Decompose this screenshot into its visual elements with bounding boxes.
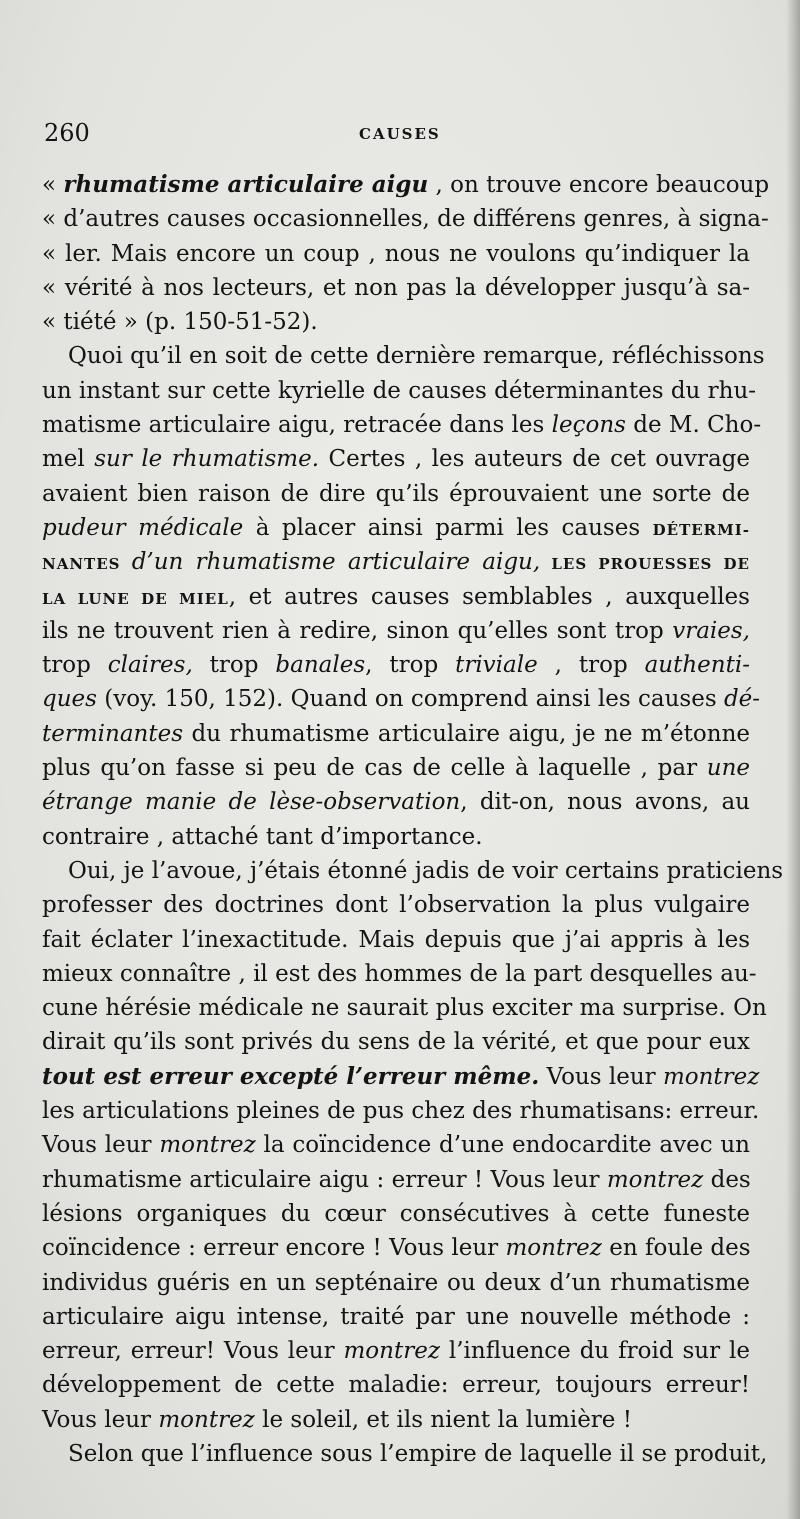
text-line [42, 1437, 768, 1471]
text-line [42, 957, 757, 991]
text-run: lésions organiques du cœur consécutives à cette funeste [42, 1200, 750, 1227]
text-line [42, 237, 750, 271]
text-run: un instant sur cette kyrielle de causes déterminantes du rhu- [42, 377, 757, 404]
text-run: fait éclater l’inexactitude. Mais depuis que j’ai appris à les [42, 926, 750, 953]
italic-run: pudeur médicale [42, 514, 244, 541]
text-run: Selon que l’influence sous l’empire de laquelle il se produit, [68, 1440, 768, 1467]
text-line [42, 1060, 760, 1094]
text-line [42, 751, 750, 785]
italic-run: authenti- [644, 652, 750, 679]
text-line [42, 1231, 750, 1265]
text-run: développement de cette maladie: erreur, toujours erreur! [42, 1372, 750, 1399]
text-run: contraire , attaché tant d’importance. [42, 823, 483, 850]
text-line [42, 1300, 750, 1334]
text-run: erreur, erreur! Vous leur [42, 1338, 344, 1365]
text-line [42, 442, 750, 476]
text-line [42, 202, 769, 236]
text-run: du rhumatisme articulaire aigu, je ne m’étonne [183, 720, 750, 747]
text-run: Quoi qu’il en soit de cette dernière remarque, réfléchissons [68, 343, 765, 370]
page-edge-shadow [786, 0, 800, 1519]
text-line [42, 339, 765, 373]
italic-run: rhumatisme articulaire aigu [63, 171, 429, 198]
text-run: trop [42, 652, 108, 679]
italic-run: vraies, [672, 617, 750, 644]
text-line [42, 168, 770, 202]
text-run: rhumatisme articulaire aigu : erreur ! Vous leur [42, 1166, 607, 1193]
text-run: articulaire aigu intense, traité par une nouvelle méthode : [42, 1303, 750, 1330]
text-line [42, 1025, 750, 1059]
text-run: les articulations pleines de pus chez des rhumatisans: erreur. [42, 1098, 760, 1125]
text-run: , et autres causes semblables , auxquelles [228, 583, 750, 610]
text-line [42, 1197, 750, 1231]
text-run: dirait qu’ils sont privés du sens de la vérité, et que pour eux [42, 1029, 750, 1056]
text-line [42, 648, 750, 682]
italic-run: montrez [662, 1063, 760, 1090]
italic-run: montrez [158, 1406, 255, 1433]
text-run: « [42, 172, 64, 198]
text-line [42, 717, 750, 751]
text-line [42, 374, 757, 408]
text-run: , trop [365, 652, 456, 679]
italic-run: montrez [343, 1338, 440, 1365]
italic-run: ques [42, 686, 97, 713]
page-header [44, 118, 744, 148]
italic-run: montrez [606, 1166, 704, 1193]
text-run: « vérité à nos lecteurs, et non pas la développer jusqu’à sa- [42, 274, 750, 301]
text-run: individus guéris en un septénaire ou deux d’un rhumatisme [42, 1269, 750, 1296]
text-line [42, 614, 750, 648]
text-run: « tiété » (p. 150-51-52). [42, 309, 318, 336]
text-run: professer des doctrines dont l’observation la plus vulgaire [42, 892, 750, 919]
text-line [42, 820, 750, 854]
text-run: « d’autres causes occasionnelles, de différens genres, à signa- [42, 206, 769, 233]
text-run: coïncidence : erreur encore ! Vous leur [42, 1235, 506, 1262]
text-line [42, 545, 750, 579]
text-run: ils ne trouvent rien à redire, sinon qu’elles sont trop [42, 617, 673, 644]
italic-run: triviale [455, 652, 538, 679]
text-line [42, 888, 750, 922]
italic-run: d’un rhumatisme articulaire aigu, [131, 549, 541, 576]
text-run: à placer ainsi parmi les causes [243, 514, 653, 541]
text-run: des [703, 1166, 751, 1193]
italic-run: sur le rhumatisme. [94, 446, 320, 473]
italic-run: leçons [551, 412, 626, 439]
text-run: matisme articulaire aigu, retracée dans les [42, 412, 552, 439]
text-line [42, 1334, 750, 1368]
italic-run: banales [275, 652, 366, 679]
page-number: 260 [44, 119, 90, 147]
text-run: cune hérésie médicale ne saurait plus exciter ma surprise. On [42, 995, 767, 1022]
text-run: Vous leur [539, 1063, 663, 1090]
italic-run: montrez [159, 1132, 256, 1159]
text-run: , trop [537, 652, 645, 679]
text-run: plus qu’on fasse si peu de cas de celle à laquelle , par [42, 755, 707, 782]
text-run: Vous leur [42, 1132, 160, 1159]
text-run: Vous leur [42, 1406, 159, 1433]
text-line [42, 923, 750, 957]
text-run: Oui, je l’avoue, j’étais étonné jadis de voir certains praticiens [68, 857, 784, 884]
text-line [42, 1094, 760, 1128]
text-run: « ler. Mais encore un coup , nous ne voulons qu’indiquer la [42, 240, 750, 267]
text-run: , dit-on, nous avons, au [460, 789, 750, 816]
text-line [42, 991, 767, 1025]
text-run: mieux connaître , il est des hommes de la part desquelles au- [42, 960, 757, 987]
italic-run: étrange manie de lèse-observation [42, 789, 461, 816]
text-run: avaient bien raison de dire qu’ils éprouvaient une sorte de [42, 480, 750, 507]
text-run: mel [42, 446, 95, 473]
running-head: CAUSES [359, 125, 441, 143]
text-line [42, 408, 762, 442]
italic-run: claires, [107, 652, 193, 679]
text-run: l’influence du froid sur le [439, 1338, 751, 1365]
text-line [42, 1368, 750, 1402]
text-line [42, 1266, 750, 1300]
italic-run: montrez [505, 1235, 602, 1262]
text-line [42, 785, 750, 819]
text-line [42, 1403, 750, 1437]
text-line [42, 682, 761, 716]
italic-run: dé- [723, 686, 761, 713]
text-line [42, 1163, 750, 1197]
text-run: Certes , les auteurs de cet ouvrage [319, 446, 750, 473]
text-run: trop [192, 652, 276, 679]
text-line [42, 580, 750, 614]
text-line [42, 271, 750, 305]
italic-run: tout est erreur excepté l’erreur même. [42, 1062, 540, 1090]
text-run: le soleil, et ils nient la lumière ! [254, 1406, 632, 1433]
small-caps-run: DÉTERMI- [652, 520, 750, 539]
text-line [42, 305, 750, 339]
small-caps-run: LA LUNE DE MIEL [42, 589, 229, 608]
italic-run: une [706, 755, 750, 782]
body-text [42, 168, 784, 1471]
text-line [42, 511, 750, 545]
text-line [42, 1128, 750, 1162]
small-caps-run: LES PROUESSES DE [540, 555, 750, 574]
text-run: en foule des [601, 1235, 751, 1262]
text-line [42, 854, 784, 888]
italic-run: terminantes [42, 720, 184, 747]
text-run: la coïncidence d’une endocardite avec un [255, 1132, 750, 1159]
text-run: , on trouve encore beaucoup [428, 172, 770, 198]
small-caps-run: NANTES [42, 555, 132, 574]
text-line [42, 477, 750, 511]
text-run: (voy. 150, 152). Quand on comprend ainsi les causes [96, 686, 724, 713]
text-run: de M. Cho- [625, 412, 762, 439]
